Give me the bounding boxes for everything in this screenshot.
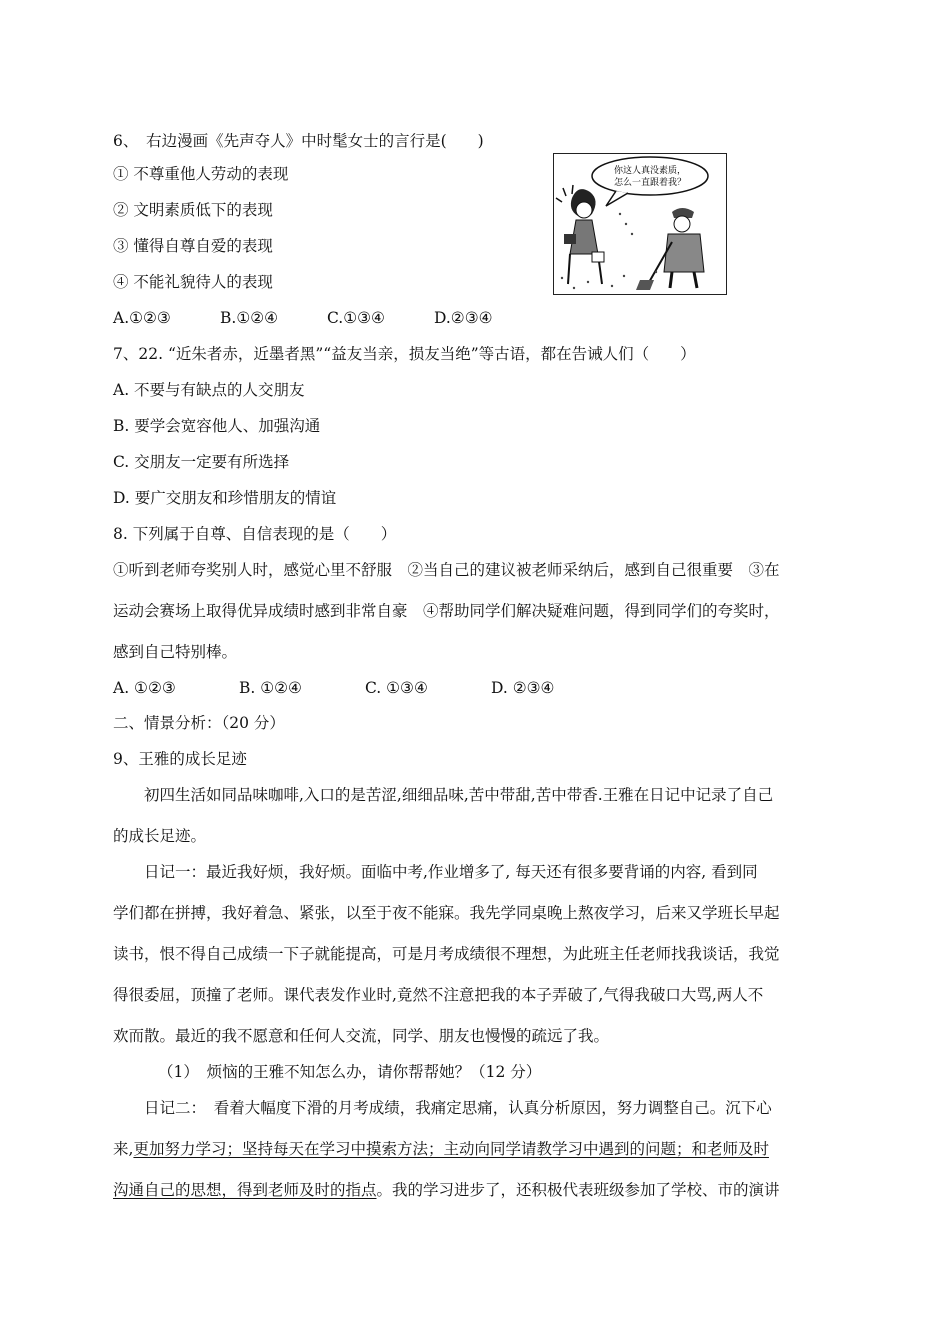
intro-line-2: 的成长足迹。	[113, 827, 207, 845]
q8-body-line-2: 运动会赛场上取得优异成绩时感到非常自豪 ④帮助同学们解决疑难问题，得到同学们的夸奖时，	[113, 602, 780, 620]
diary1-line-3: 读书，恨不得自己成绩一下子就能提高，可是月考成绩很不理想，为此班主任老师找我谈话，我觉	[113, 945, 780, 963]
q8-stem: 8. 下列属于自尊、自信表现的是（ ）	[113, 525, 397, 543]
q6-option-a: A.①②③	[113, 309, 171, 327]
q8-option-b: B. ①②④	[239, 679, 302, 697]
q7-option-c: C. 交朋友一定要有所选择	[113, 453, 290, 471]
q9-title: 9、王雅的成长足迹	[113, 750, 247, 768]
q6-option-d: D.②③④	[434, 309, 493, 327]
q7-option-a: A. 不要与有缺点的人交朋友	[113, 381, 305, 399]
sweeper-figure	[636, 208, 704, 290]
diary2-underlined-text-2: 沟通自己的思想，得到老师及时的指点	[113, 1181, 377, 1199]
cartoon-drawing	[554, 154, 726, 294]
q8-options	[113, 678, 554, 698]
q6-item-2: ② 文明素质低下的表现	[113, 201, 273, 219]
section-title: 二、情景分析：（20 分）	[113, 714, 285, 732]
cartoon-illustration	[553, 153, 727, 295]
q6-options	[113, 308, 493, 328]
intro-line-1: 初四生活如同品味咖啡,入口的是苦涩,细细品味,苦中带甜,苦中带香.王雅在日记中记录了自己	[144, 786, 774, 804]
diary2-line-1: 日记二： 看着大幅度下滑的月考成绩，我痛定思痛，认真分析原因，努力调整自己。沉下心	[144, 1099, 772, 1117]
diary1-line-4: 得很委屈，顶撞了老师。课代表发作业时,竟然不注意把我的本子弄破了,气得我破口大骂,两人不	[113, 986, 764, 1004]
cartoon-text-1: 你这人真没素质，	[613, 166, 687, 176]
q6-stem: 6、 右边漫画《先声夺人》中时髦女士的言行是( )	[113, 132, 484, 150]
q6-item-4: ④ 不能礼貌待人的表现	[113, 273, 273, 291]
q7-stem: 7、22. “近朱者赤，近墨者黑”“益友当亲，损友当绝”等古语，都在告诫人们（ ）	[113, 345, 696, 363]
q6-option-b: B.①②④	[220, 309, 279, 327]
q8-body-line-3: 感到自己特别棒。	[113, 643, 238, 661]
cartoon-text-2: 怎么一直跟着我？	[613, 178, 687, 188]
q6-item-3: ③ 懂得自尊自爱的表现	[113, 237, 273, 255]
diary2-line-3	[113, 1180, 780, 1200]
diary1-line-2: 学们都在拼搏，我好着急、紧张，以至于夜不能寐。我先学同桌晚上熬夜学习，后来又学班长早起	[113, 904, 780, 922]
q8-option-c: C. ①③④	[365, 679, 428, 697]
q8-option-d: D. ②③④	[491, 679, 555, 697]
diary2-line-2-start: 来,	[113, 1140, 134, 1158]
q8-body-line-1: ①听到老师夸奖别人时，感觉心里不舒服 ②当自己的建议被老师采纳后，感到自己很重要 ③在	[113, 561, 780, 579]
diary2-line-3-end: 。我的学习进步了，还积极代表班级参加了学校、市的演讲	[376, 1181, 780, 1199]
diary1-line-1: 日记一：最近我好烦，我好烦。面临中考,作业增多了, 每天还有很多要背诵的内容, 看到同	[144, 863, 758, 881]
q6-item-1: ① 不尊重他人劳动的表现	[113, 165, 289, 183]
q7-option-b: B. 要学会宽容他人、加强沟通	[113, 417, 321, 435]
diary2-line-2	[113, 1139, 769, 1159]
q7-option-d: D. 要广交朋友和珍惜朋友的情谊	[113, 489, 337, 507]
sub-question-1: （1） 烦恼的王雅不知怎么办，请你帮帮她？（12 分）	[158, 1063, 542, 1081]
diary2-underlined-text-1: 更加努力学习；坚持每天在学习中摸索方法；主动向同学请教学习中遇到的问题；和老师及时	[133, 1140, 769, 1158]
woman-figure	[556, 185, 604, 284]
diary1-line-5: 欢而散。最近的我不愿意和任何人交流，同学、朋友也慢慢的疏远了我。	[113, 1027, 610, 1045]
q8-option-a: A. ①②③	[113, 679, 176, 697]
q6-option-c: C.①③④	[327, 309, 385, 327]
